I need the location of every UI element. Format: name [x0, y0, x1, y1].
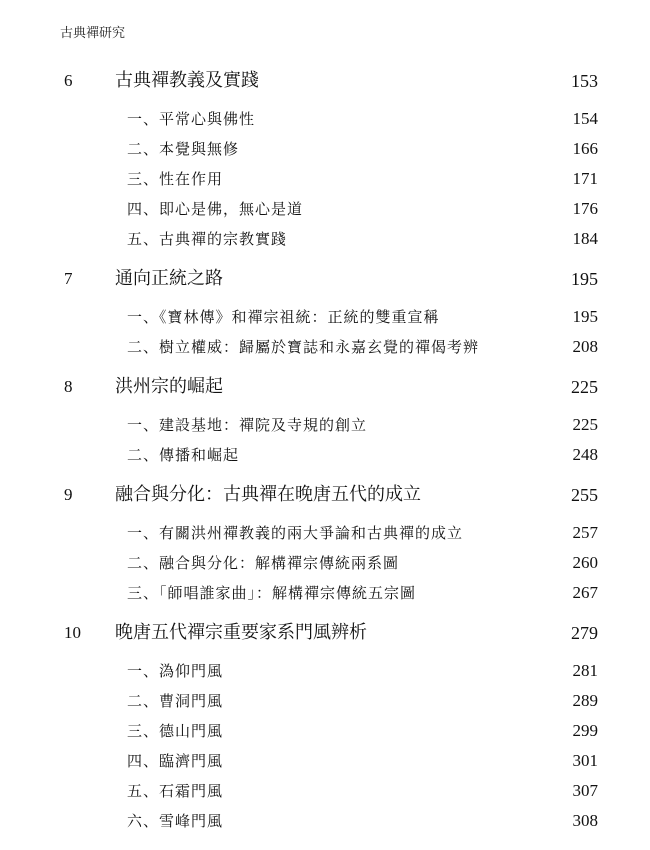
section-title: 五、石霜門風 [127, 782, 224, 800]
section-title: 二、融合與分化：解構禪宗傳統兩系圖 [127, 554, 400, 572]
section-title: 六、雪峰門風 [127, 812, 224, 830]
section-title: 二、曹洞門風 [127, 692, 224, 710]
chapter-number: 10 [64, 623, 81, 642]
toc-section[interactable] [0, 550, 650, 576]
page-number: 260 [572, 553, 598, 572]
toc-section[interactable] [0, 226, 650, 252]
toc-section[interactable] [0, 748, 650, 774]
toc-section[interactable] [0, 442, 650, 468]
section-title: 二、本覺與無修 [127, 140, 240, 158]
page-number: 166 [572, 139, 598, 158]
toc-section[interactable] [0, 778, 650, 804]
toc-section[interactable] [0, 304, 650, 330]
toc-section[interactable] [0, 808, 650, 834]
page-number: 225 [572, 415, 598, 434]
section-title: 五、古典禪的宗教實踐 [127, 230, 288, 248]
section-title: 二、樹立權威：歸屬於寶誌和永嘉玄覺的禪偈考辨 [127, 338, 480, 356]
toc-section[interactable] [0, 106, 650, 132]
chapter-title: 洪州宗的崛起 [115, 376, 223, 397]
page-number: 176 [572, 199, 598, 218]
chapter-title: 晚唐五代禪宗重要家系門風辨析 [115, 622, 367, 643]
toc-section[interactable] [0, 334, 650, 360]
section-title: 一、建設基地：禪院及寺規的創立 [127, 416, 368, 434]
page-number: 208 [572, 337, 598, 356]
chapter-number: 7 [64, 269, 73, 288]
toc-section[interactable] [0, 658, 650, 684]
page-number: 171 [572, 169, 598, 188]
page-number: 255 [571, 485, 598, 505]
page-number: 248 [572, 445, 598, 464]
page-number: 289 [572, 691, 598, 710]
section-title: 一、溈仰門風 [127, 662, 224, 680]
section-title: 一、有關洪州禪教義的兩大爭論和古典禪的成立 [127, 524, 464, 542]
section-title: 二、傳播和崛起 [127, 446, 240, 464]
section-title: 一、《寶林傳》和禪宗祖統：正統的雙重宣稱 [127, 308, 440, 326]
page-number: 299 [572, 721, 598, 740]
running-head: 古典禪研究 [60, 26, 126, 41]
section-title: 四、即心是佛，無心是道 [127, 200, 304, 218]
section-title: 三、性在作用 [127, 170, 224, 188]
section-title: 三、「師唱誰家曲」：解構禪宗傳統五宗圖 [127, 584, 417, 602]
toc-section[interactable] [0, 412, 650, 438]
page-number: 301 [572, 751, 598, 770]
page-number: 307 [572, 781, 598, 800]
page-number: 267 [572, 583, 598, 602]
page-number: 195 [572, 307, 598, 326]
chapter-title: 古典禪教義及實踐 [115, 70, 259, 91]
page-number: 281 [572, 661, 598, 680]
page-number: 308 [572, 811, 598, 830]
toc-section[interactable] [0, 688, 650, 714]
toc-chapter-9[interactable] [0, 482, 650, 508]
toc-section[interactable] [0, 166, 650, 192]
page-number: 184 [572, 229, 598, 248]
chapter-number: 8 [64, 377, 73, 396]
toc-chapter-6[interactable] [0, 68, 650, 94]
chapter-number: 9 [64, 485, 73, 504]
section-title: 四、臨濟門風 [127, 752, 224, 770]
toc-section[interactable] [0, 580, 650, 606]
page-number: 153 [571, 71, 598, 91]
page-number: 257 [572, 523, 598, 542]
page-number: 279 [571, 623, 598, 643]
chapter-title: 融合與分化：古典禪在晚唐五代的成立 [115, 484, 421, 505]
page-number: 195 [571, 269, 598, 289]
toc-section[interactable] [0, 136, 650, 162]
page-number: 225 [571, 377, 598, 397]
toc-section[interactable] [0, 520, 650, 546]
toc-chapter-10[interactable] [0, 620, 650, 646]
section-title: 一、平常心與佛性 [127, 110, 256, 128]
toc-section[interactable] [0, 196, 650, 222]
chapter-title: 通向正統之路 [115, 268, 223, 289]
toc-chapter-7[interactable] [0, 266, 650, 292]
chapter-number: 6 [64, 71, 73, 90]
toc-section[interactable] [0, 718, 650, 744]
section-title: 三、德山門風 [127, 722, 224, 740]
toc-chapter-8[interactable] [0, 374, 650, 400]
page-number: 154 [572, 109, 598, 128]
